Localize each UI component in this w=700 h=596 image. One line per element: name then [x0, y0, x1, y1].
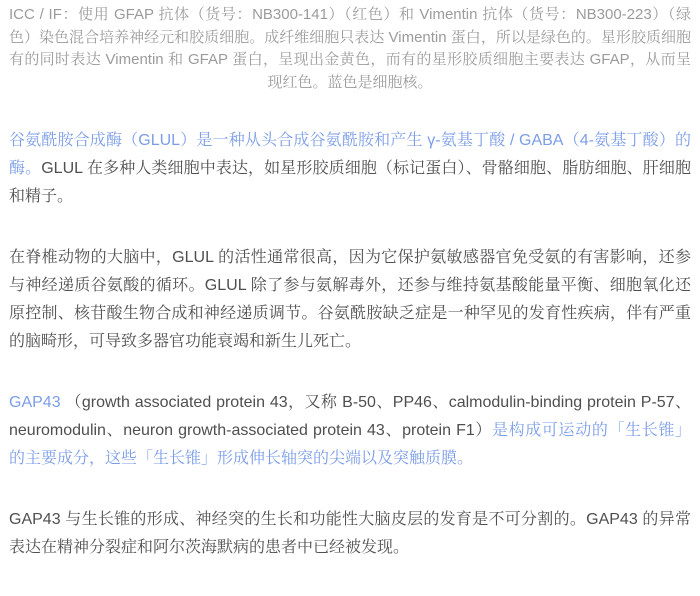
glul-definition-link[interactable]: 谷氨酰胺合成酶（GLUL）是一种从头合成谷氨酰胺和产生 γ-氨基丁酸 / GABA（4-氨基丁酸）的酶。 — [9, 132, 691, 177]
icc-if-caption-text: ICC / IF：使用 GFAP 抗体（货号：NB300-141）（红色）和 Vimentin 抗体（货号：NB300-223）（绿色）染色混合培养神经元和胶质细胞。成纤维细胞只表达 Vimentin 蛋白，所以是绿色的。星形胶质细胞有的同时表达 Vimentin 和 GFAP 蛋白，呈现出金黄色，而有的星形胶质细胞主要表达 GFAP，从而呈现红色。蓝色是细胞核。 — [9, 6, 691, 91]
gap43-link[interactable]: GAP43 — [9, 394, 61, 411]
gap43-aliases-text: （growth associated protein 43，又称 B-50、PP46、calmodulin-binding protein P-57、neuromodulin、neuron growth-associated protein 43、protein F1） — [9, 394, 691, 439]
glul-brain-text: 在脊椎动物的大脑中，GLUL 的活性通常很高，因为它保护氨敏感器官免受氨的有害影响，还参与神经递质谷氨酸的循环。GLUL 除了参与氨解毒外，还参与维持氨基酸能量平衡、细胞氧化还原控制、核苷酸生物合成和神经递质调节。谷氨酰胺缺乏症是一种罕见的发育性疾病，伴有严重的脑畸形，可导致多器官功能衰竭和新生儿死亡。 — [9, 249, 691, 350]
paragraph-gap43-function — [9, 506, 691, 562]
paragraph-icc-if-caption — [9, 4, 691, 94]
paragraph-glul-intro — [9, 127, 691, 211]
paragraph-gap43-intro — [9, 389, 691, 473]
gap43-function-text: GAP43 与生长锥的形成、神经突的生长和功能性大脑皮层的发育是不可分割的。GAP43 的异常表达在精神分裂症和阿尔茨海默病的患者中已经被发现。 — [9, 511, 691, 556]
growth-cone-link[interactable]: 是构成可运动的「生长锥」的主要成分，这些「生长锥」形成伸长轴突的尖端以及突触质膜。 — [9, 422, 691, 467]
paragraph-glul-brain — [9, 244, 691, 356]
document-body — [9, 4, 691, 562]
glul-expression-text: GLUL 在多种人类细胞中表达，如星形胶质细胞（标记蛋白）、骨骼细胞、脂肪细胞、肝细胞和精子。 — [9, 160, 691, 205]
